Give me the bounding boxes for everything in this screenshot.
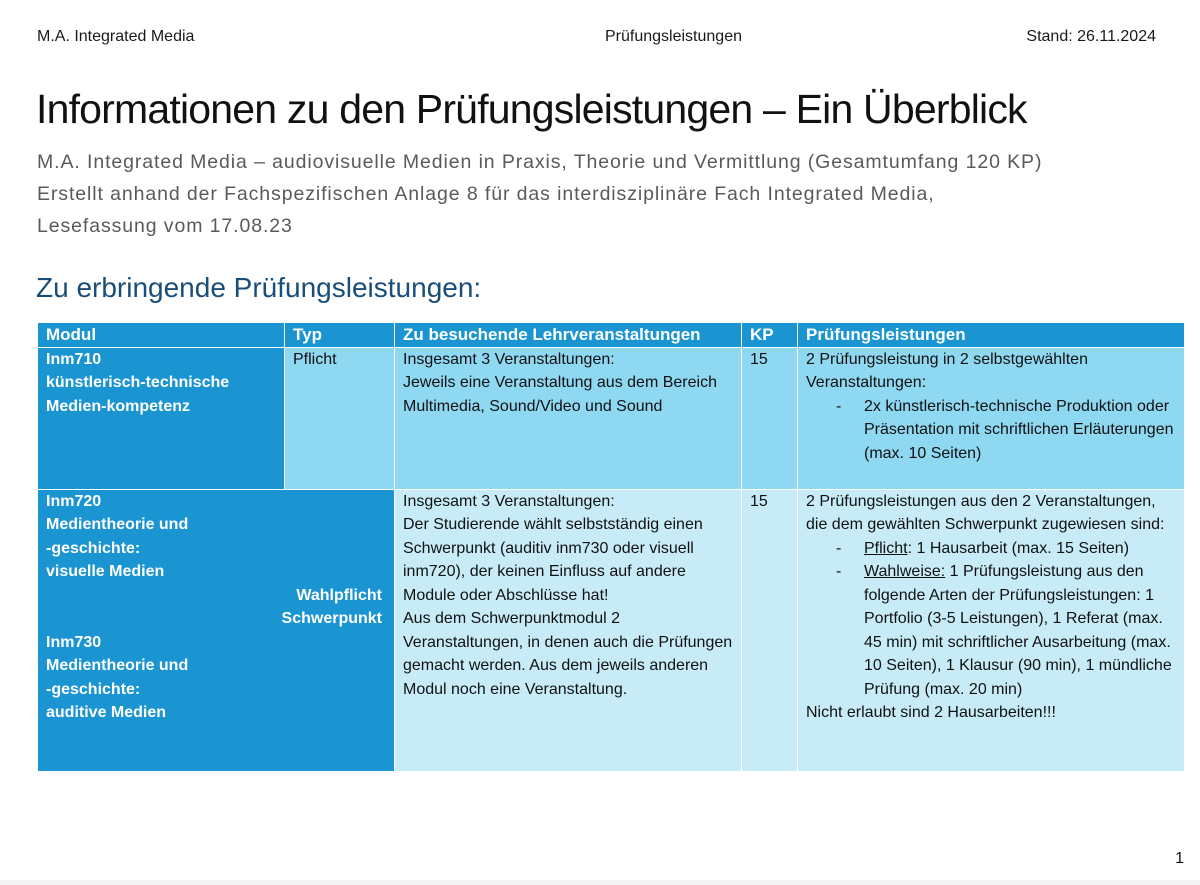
- lehrveranstaltungen-cell: [395, 347, 742, 489]
- column-header-kp: KP: [742, 323, 798, 348]
- column-header-modul: Modul: [38, 323, 285, 348]
- column-header-typ: Typ: [285, 323, 395, 348]
- typ-label: Schwerpunkt: [281, 610, 382, 627]
- modul-cell: [38, 347, 285, 489]
- pl-item-label: Wahlweise:: [864, 563, 946, 580]
- lehrveranstaltungen-cell: [395, 489, 742, 771]
- modul-name-line: Medien-kompetenz: [46, 397, 191, 415]
- typ-cell: Pflicht: [285, 347, 395, 489]
- kp-cell: 15: [742, 489, 798, 771]
- pl-list-item: [806, 537, 1176, 561]
- section-heading: Zu erbringende Prüfungsleistungen:: [36, 272, 482, 303]
- header-document-topic: Prüfungsleistungen: [605, 28, 742, 45]
- subtitle-line: Lesefassung vom 17.08.23: [37, 215, 293, 237]
- pl-list-item: [806, 560, 1176, 701]
- modul-name-line: -geschichte:: [46, 539, 141, 557]
- modul-name-line: visuelle Medien: [46, 563, 165, 580]
- table-row: [38, 489, 1185, 771]
- modul-name-line: Medientheorie und: [46, 516, 189, 533]
- pl-list: [806, 537, 1176, 702]
- modul-name-line: Medientheorie und: [46, 657, 189, 674]
- page-header: [37, 28, 1156, 48]
- modul-code: Inm730: [46, 633, 102, 651]
- lv-text: Jeweils eine Veranstaltung aus dem Bereich Multimedia, Sound/Video und Sound: [403, 374, 717, 415]
- lv-text: Aus dem Schwerpunktmodul 2 Veranstaltungen, in denen auch die Prüfungen gemacht werden. Aus dem jeweils anderen Modul noch eine Veranstaltung.: [403, 610, 733, 698]
- subtitle-line: M.A. Integrated Media – audiovisuelle Medien in Praxis, Theorie und Vermittlung (Gesamtumfang 120 KP): [37, 151, 1043, 173]
- subtitle-line: Erstellt anhand der Fachspezifischen Anlage 8 für das interdisziplinäre Fach Integrated Media,: [37, 183, 935, 205]
- pl-item-text: 1 Prüfungsleistung aus den folgende Arten der Prüfungsleistungen: 1 Portfolio (3-5 Leistungen), 1 Referat (max. 45 min) mit schriftlicher Ausarbeitung (max. 10 Seiten), 1 Klausur (90 min), 1 mündliche Prüfung (max. 20 min): [864, 563, 1172, 698]
- modul-name-line: künstlerisch-technische: [46, 374, 230, 391]
- pruefungsleistungen-cell: [798, 489, 1185, 771]
- pl-list-item: - 2x künstlerisch-technische Produktion oder Präsentation mit schriftlichen Erläuterungen (max. 10 Seiten): [806, 395, 1176, 466]
- kp-cell: 15: [742, 347, 798, 489]
- lv-text: Der Studierende wählt selbstständig einen Schwerpunkt (auditiv inm730 oder visuell inm720), der keinen Einfluss auf andere Module oder Abschlüsse hat!: [403, 516, 703, 604]
- lv-text: Insgesamt 3 Veranstaltungen:: [403, 350, 615, 368]
- modul-code: Inm710: [46, 350, 102, 368]
- table-row: [38, 347, 1185, 489]
- pl-intro: 2 Prüfungsleistung in 2 selbstgewählten Veranstaltungen:: [806, 350, 1088, 391]
- modul-cell-wahlpflicht: [38, 489, 395, 771]
- pruefungsleistungen-cell: [798, 347, 1185, 489]
- footer-divider: [0, 880, 1200, 885]
- pl-outro: Nicht erlaubt sind 2 Hausarbeiten!!!: [806, 704, 1056, 721]
- page-title: Informationen zu den Prüfungsleistungen – Ein Überblick: [36, 86, 1027, 132]
- exam-table-container: [37, 322, 1184, 771]
- exam-table: [37, 322, 1185, 772]
- lv-text: Insgesamt 3 Veranstaltungen:: [403, 492, 615, 510]
- table-header-row: [38, 323, 1185, 348]
- pl-item-label: Pflicht: [864, 539, 908, 557]
- modul-name-line: -geschichte:: [46, 680, 141, 698]
- modul-code: Inm720: [46, 492, 102, 510]
- pl-item-text: : 1 Hausarbeit (max. 15 Seiten): [907, 539, 1130, 557]
- header-date: Stand: 26.11.2024: [1026, 28, 1156, 45]
- modul-name-line: auditive Medien: [46, 704, 167, 721]
- page-subtitle: [37, 146, 1177, 242]
- header-program-name: M.A. Integrated Media: [37, 28, 195, 45]
- column-header-pruefungsleistungen: Prüfungsleistungen: [798, 323, 1185, 348]
- column-header-lehrveranstaltungen: Zu besuchende Lehrveranstaltungen: [395, 323, 742, 348]
- pl-list: [806, 395, 1176, 466]
- page-number: 1: [1175, 850, 1184, 867]
- pl-intro: 2 Prüfungsleistungen aus den 2 Veranstaltungen, die dem gewählten Schwerpunkt zugewiesen sind:: [806, 492, 1165, 533]
- typ-label: Wahlpflicht: [296, 586, 382, 604]
